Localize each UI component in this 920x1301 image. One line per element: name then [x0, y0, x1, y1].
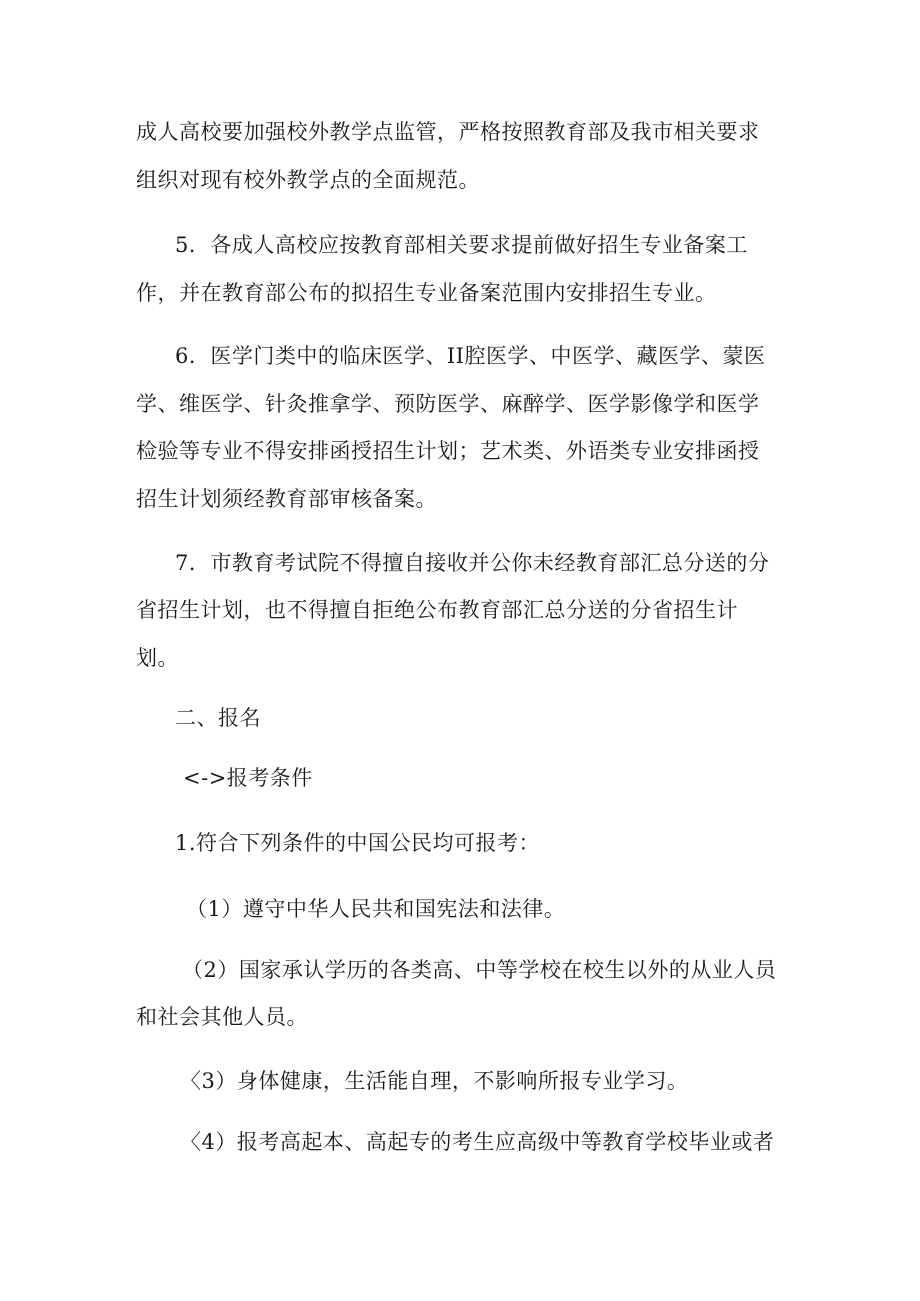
item7-line-3: 划。 [136, 646, 179, 670]
item6-line-1: 6．医学门类中的临床医学、II腔医学、中医学、藏医学、蒙医 [175, 344, 766, 368]
condition-3-line: 〈3）身体健康，生活能自理，不影响所报专业学习。 [180, 1069, 689, 1093]
item5-line-2: 作，并在教育部公布的拟招生专业备案范围内安排招生专业。 [136, 281, 717, 305]
item7-line-1: 7．市教育考试院不得擅自接收并公你未经教育部汇总分送的分 [175, 551, 770, 575]
condition-2-line-1: （2）国家承认学历的各类高、中等学校在校生以外的从业人员 [182, 958, 777, 982]
condition-1-line: （1）遵守中华人民共和国宪法和法律。 [186, 897, 566, 921]
condition-2-line-2: 和社会其他人员。 [136, 1005, 308, 1029]
item7-line-2: 省招生计划，也不得擅自拒绝公布教育部汇总分送的分省招生计 [136, 598, 738, 622]
intro-line-2: 组织对现有校外教学点的全面规范。 [136, 168, 480, 192]
condition-4-line-1: 〈4）报考高起本、高起专的考生应高级中等教育学校毕业或者 [180, 1130, 775, 1154]
conditions-intro-line: 1.符合下列条件的中国公民均可报考： [175, 831, 541, 855]
item6-line-4: 招生计划须经教育部审核备案。 [136, 487, 437, 511]
item6-line-2: 学、维医学、针灸推拿学、预防医学、麻醉学、医学影像学和医学 [136, 392, 760, 416]
section-heading-signup: 二、报名 [175, 706, 261, 730]
intro-line-1: 成人高校要加强校外教学点监管，严格按照教育部及我市相关要求 [136, 120, 760, 144]
subsection-heading-conditions: <->报考条件 [183, 766, 313, 790]
item5-line-1: 5．各成人高校应按教育部相关要求提前做好招生专业备案工 [175, 233, 748, 257]
item6-line-3: 检验等专业不得安排函授招生计划；艺术类、外语类专业安排函授 [136, 439, 760, 463]
